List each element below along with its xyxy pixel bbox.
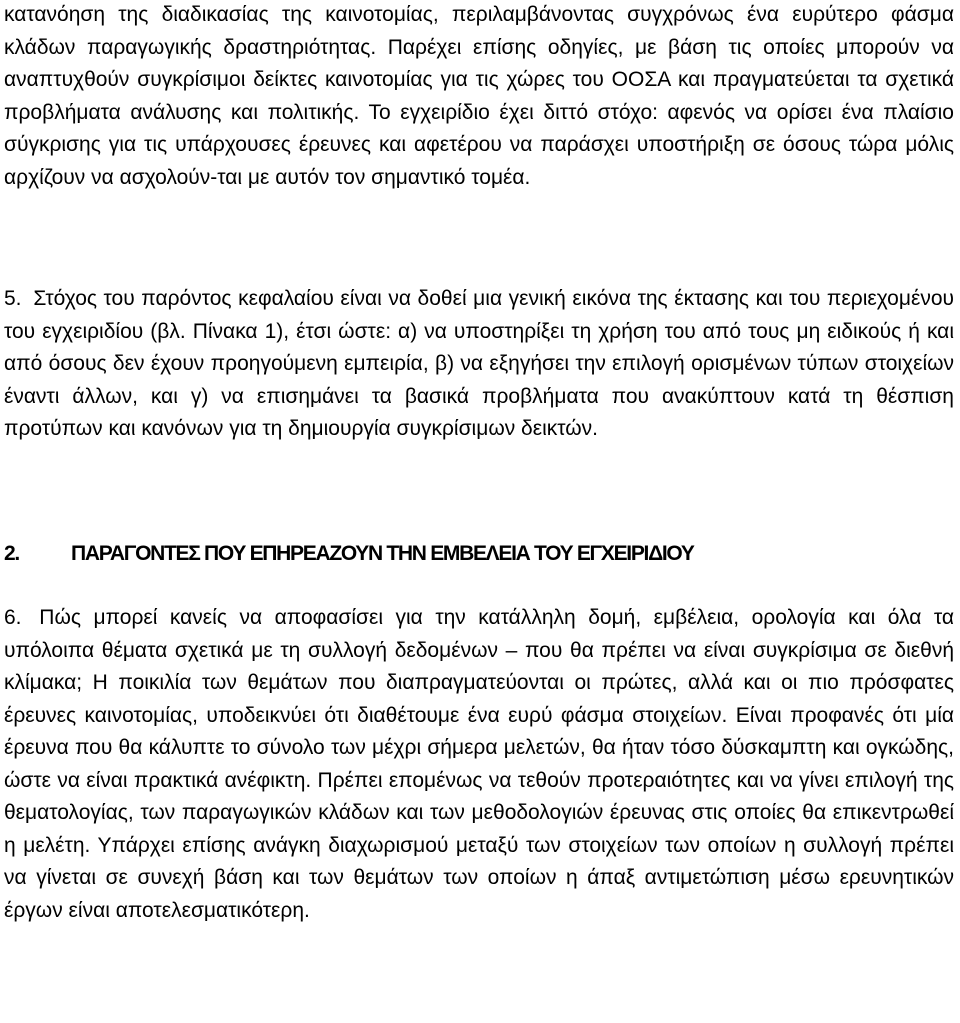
section-heading-title: ΠΑΡΑΓΟΝΤΕΣ ΠΟΥ ΕΠΗΡΕΑΖΟΥΝ ΤΗΝ ΕΜΒΕΛΕΙΑ ΤΟΥ ΕΓΧΕΙΡΙΔΙΟΥ: [71, 542, 694, 565]
paragraph-5-text: Στόχος του παρόντος κεφαλαίου είναι να δοθεί μια γενική εικόνα της έκτασης και του περιεχομένου του εγχειριδίου (βλ. Πίνακα 1), έτσι ώστε: α) να υποστηρίξει τη χρήση του από τους μη ειδικούς ή και από όσους δεν έχουν προηγούμενη εμπειρία, β) να εξηγήσει την επιλογή ορισμένων τύπων στοιχείων έναντι άλλων, και γ) να επισημάνει τα βασικά προβλήματα που ανακύπτουν κατά τη θέσπιση προτύπων και κανόνων για τη δημιουργία συγκρίσιμων δεικτών.: [4, 287, 954, 440]
section-heading: [4, 538, 954, 570]
paragraph-6-number: 6.: [4, 606, 22, 629]
paragraph-5: [4, 283, 954, 446]
section-heading-number: 2.: [4, 542, 19, 565]
paragraph-6-text: Πώς μπορεί κανείς να αποφασίσει για την κατάλληλη δομή, εμβέλεια, ορολογία και όλα τα υπόλοιπα θέματα σχετικά με τη συλλογή δεδομένων – που θα πρέπει να είναι συγκρίσιμα σε διεθνή κλίμακα; Η ποικιλία των θεμάτων που διαπραγματεύονται οι πρώτες, αλλά και οι πιο πρόσφατες έρευνες καινοτομίας, υποδεικνύει ότι διαθέτουμε ένα ευρύ φάσμα στοιχείων. Είναι προφανές ότι μία έρευνα που θα κάλυπτε το σύνολο των μέχρι σήμερα μελετών, θα ήταν τόσο δύσκαμπτη και ογκώδης, ώστε να είναι πρακτικά ανέφικτη. Πρέπει επομένως να τεθούν προτεραιότητες και να γίνει επιλογή της θεματολογίας, των παραγωγικών κλάδων και των μεθοδολογιών έρευνας στις οποίες θα επικεντρωθεί η μελέτη. Υπάρχει επίσης ανάγκη διαχωρισμού μεταξύ των στοιχείων των οποίων η συλλογή πρέπει να γίνεται σε συνεχή βάση και των θεμάτων των οποίων η άπαξ αντιμετώπιση μέσω ερευνητικών έργων είναι αποτελεσματικότερη.: [4, 606, 954, 922]
paragraph-6: [4, 602, 954, 927]
intro-paragraph: κατανόηση της διαδικασίας της καινοτομίας, περιλαμβάνοντας συγχρόνως ένα ευρύτερο φάσμα κλάδων παραγωγικής δραστηριότητας. Παρέχει επίσης οδηγίες, με βάση τις οποίες μπορούν να αναπτυχθούν συγκρίσιμοι δείκτες καινοτομίας για τις χώρες του ΟΟΣΑ και πραγματεύεται τα σχετικά προβλήματα ανάλυσης και πολιτικής. Το εγχειρίδιο έχει διττό στόχο: αφενός να ορίσει ένα πλαίσιο σύγκρισης για τις υπάρχουσες έρευνες και αφετέρου να παράσχει υποστήριξη σε όσους τώρα μόλις αρχίζουν να ασχολούν-ται με αυτόν τον σημαντικό τομέα.: [4, 3, 954, 189]
paragraph-5-number: 5.: [4, 287, 22, 310]
